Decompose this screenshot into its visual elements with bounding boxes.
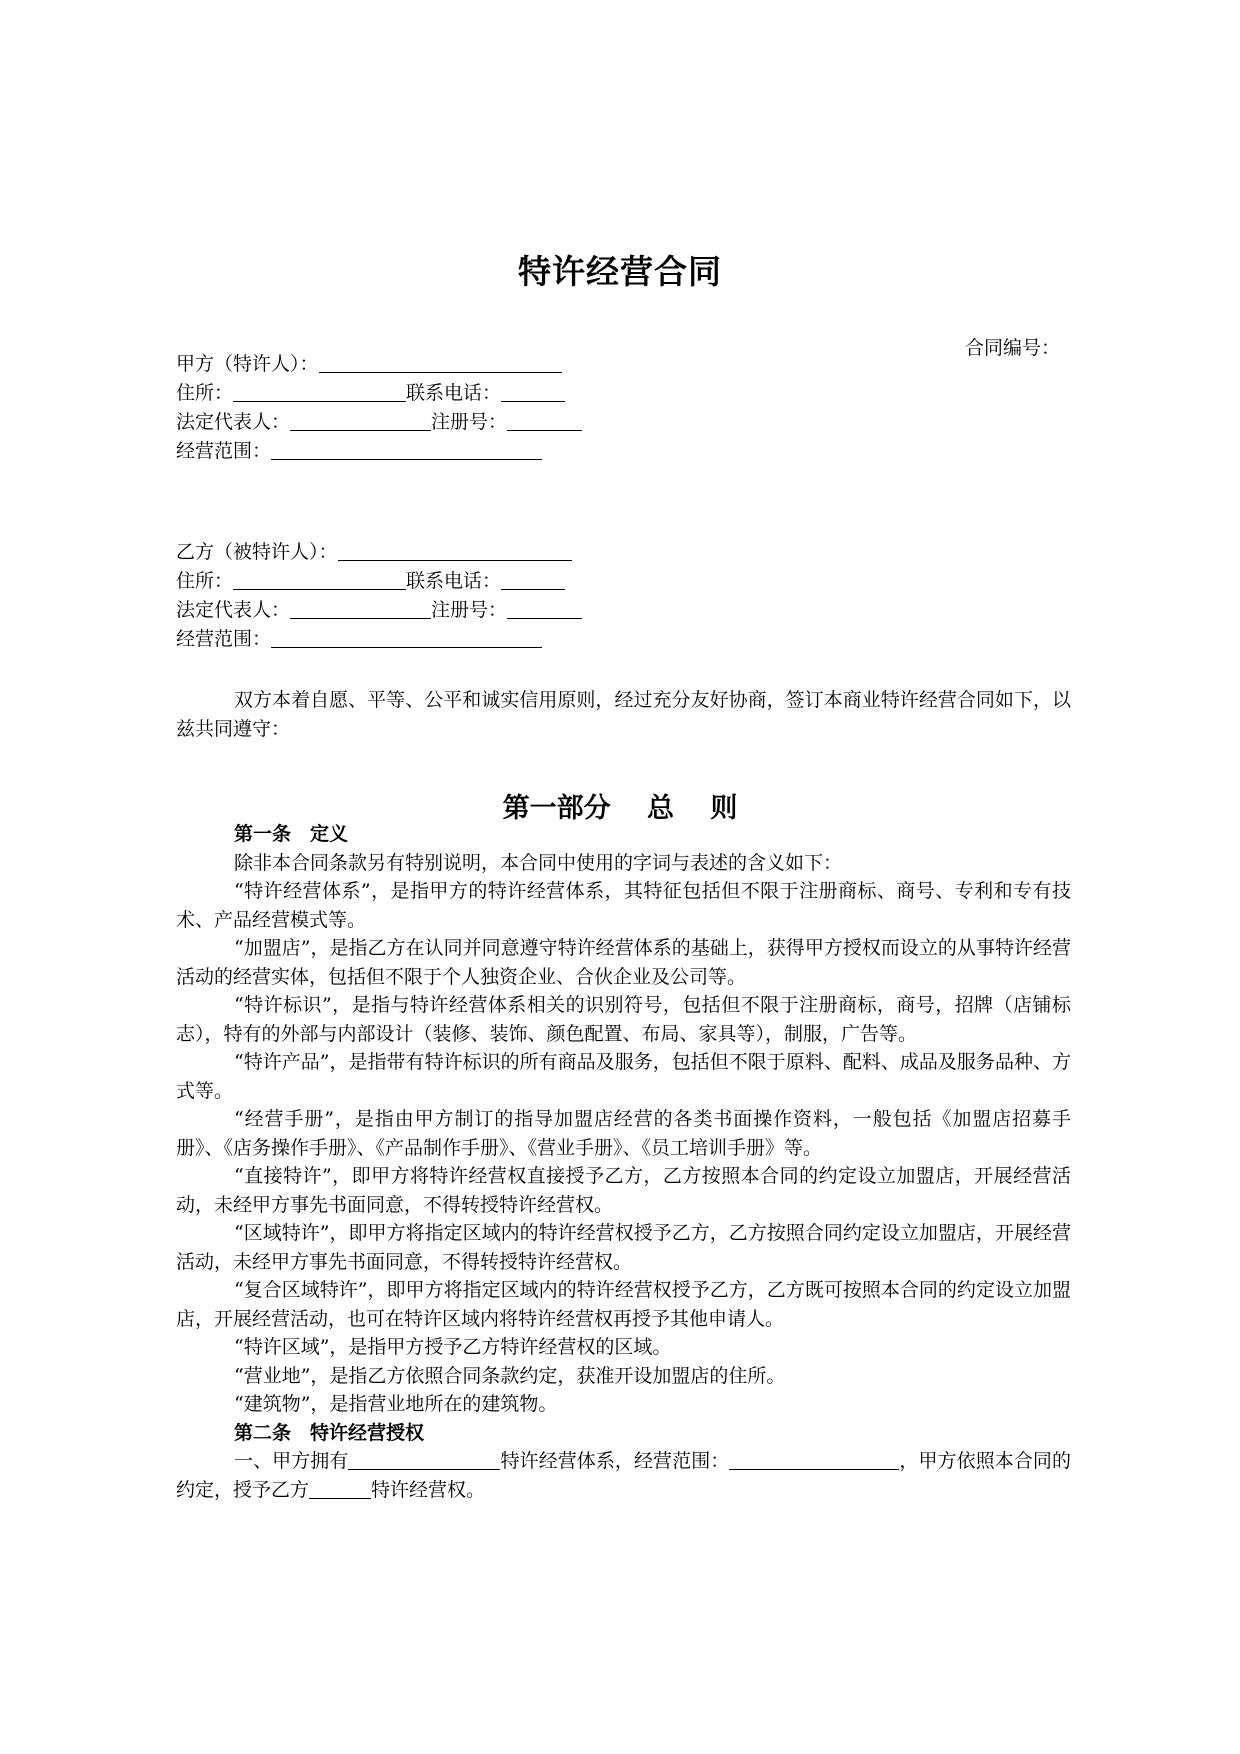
franchisor-name-field[interactable] — [348, 1449, 500, 1470]
preamble-text: 双方本着自愿、平等、公平和诚实信用原则，经过充分友好协商，签订本商业特许经营合同如下，以兹共同遵守： — [176, 689, 1071, 740]
party-b-reg-field[interactable] — [507, 598, 582, 619]
party-a-rep-line — [176, 408, 582, 437]
party-a-name-label: 甲方（特许人）： — [176, 353, 319, 375]
party-a-rep-label: 法定代表人： — [176, 411, 291, 433]
definition-franchise-store: “加盟店”，是指乙方在认同并同意遵守特许经营体系的基础上，获得甲方授权而设立的从事特许经营活动的经营实体，包括但不限于个人独资企业、合伙企业及公司等。 — [176, 937, 1071, 988]
party-a-phone-label: 联系电话： — [406, 382, 502, 404]
article-2-heading: 第二条 特许经营授权 — [234, 1421, 425, 1444]
party-b-reg-label: 注册号： — [431, 599, 508, 621]
party-b-address-line — [176, 567, 582, 596]
party-b-scope-field[interactable] — [271, 627, 542, 648]
definition-franchise-product: “特许产品”，是指带有特许标识的所有商品及服务，包括但不限于原料、配料、成品及服务品种、方式等。 — [176, 1051, 1071, 1102]
party-a-block — [176, 350, 582, 466]
definition-operations-manual: “经营手册”，是指由甲方制订的指导加盟店经营的各类书面操作资料，一般包括《加盟店招募手册》、《店务操作手册》、《产品制作手册》、《营业手册》、《员工培训手册》等。 — [176, 1108, 1071, 1159]
party-b-address-field[interactable] — [233, 569, 406, 590]
party-a-rep-field[interactable] — [290, 410, 431, 431]
part-one-body — [176, 820, 1071, 1504]
party-a-scope-field[interactable] — [271, 439, 542, 460]
definition-franchise-area: “特许区域”，是指甲方授予乙方特许经营权的区域。 — [234, 1336, 672, 1358]
definition-franchise-mark: “特许标识”，是指与特许经营体系相关的识别符号，包括但不限于注册商标，商号，招牌（店铺标志），特有的外部与内部设计（装修、装饰、颜色配置、布局、家具等），制服，广告等。 — [176, 994, 1071, 1045]
party-a-scope-line — [176, 437, 582, 466]
party-a-reg-label: 注册号： — [431, 411, 508, 433]
article-1-heading: 第一条 定义 — [234, 823, 349, 845]
party-a-name-line — [176, 350, 582, 379]
definition-business-site: “营业地”，是指乙方依照合同条款约定，获准开设加盟店的住所。 — [234, 1364, 786, 1387]
preamble — [176, 686, 1071, 743]
definition-franchise-system: “特许经营体系”，是指甲方的特许经营体系，其特征包括但不限于注册商标、商号、专利和专有技术、产品经营模式等。 — [176, 880, 1071, 931]
party-a-phone-field[interactable] — [501, 381, 565, 402]
party-b-phone-label: 联系电话： — [406, 570, 502, 592]
party-b-rep-label: 法定代表人： — [176, 599, 291, 621]
definition-area-franchise: “区域特许”，即甲方将指定区域内的特许经营权授予乙方，乙方按照合同约定设立加盟店，开展经营活动，未经甲方事先书面同意，不得转授特许经营权。 — [176, 1222, 1071, 1273]
party-a-address-label: 住所： — [176, 382, 234, 404]
party-b-block — [176, 538, 582, 654]
part-one-title: 第一部分 总 则 — [502, 793, 738, 824]
article-1-intro: 除非本合同条款另有特别说明，本合同中使用的字词与表述的含义如下： — [234, 851, 843, 874]
article-2-text-b: 特许经营体系，经营范围： — [500, 1450, 730, 1472]
article-2-clause-1 — [176, 1447, 1071, 1504]
party-a-scope-label: 经营范围： — [176, 440, 272, 462]
party-a-reg-field[interactable] — [507, 410, 582, 431]
definition-direct-franchise: “直接特许”，即甲方将特许经营权直接授予乙方，乙方按照本合同的约定设立加盟店，开展经营活动，未经甲方事先书面同意，不得转授特许经营权。 — [176, 1165, 1071, 1216]
party-b-name-line — [176, 538, 582, 567]
party-b-scope-label: 经营范围： — [176, 628, 272, 650]
party-b-rep-line — [176, 596, 582, 625]
definition-building: “建筑物”，是指营业地所在的建筑物。 — [234, 1393, 558, 1415]
party-b-scope-line — [176, 625, 582, 654]
party-b-phone-field[interactable] — [501, 569, 565, 590]
contract-number-label: 合同编号： — [965, 337, 1061, 359]
franchise-type-field[interactable] — [309, 1478, 371, 1499]
party-b-rep-field[interactable] — [290, 598, 431, 619]
article-2-text-a: 一、甲方拥有 — [234, 1450, 349, 1472]
article-2-text-d: 特许经营权。 — [371, 1478, 486, 1501]
party-a-address-field[interactable] — [233, 381, 406, 402]
party-a-address-line — [176, 379, 582, 408]
party-b-address-label: 住所： — [176, 570, 234, 592]
article-2-text-c: ，甲方依照本合同的约定，授予乙方 — [176, 1450, 1071, 1501]
party-b-name-field[interactable] — [338, 540, 572, 561]
business-scope-field[interactable] — [729, 1449, 899, 1470]
document-title: 特许经营合同 — [518, 252, 722, 291]
party-b-name-label: 乙方（被特许人）： — [176, 541, 338, 563]
definition-composite-area-franchise: “复合区域特许”，即甲方将指定区域内的特许经营权授予乙方，乙方既可按照本合同的约定设立加盟店，开展经营活动，也可在特许区域内将特许经营权再授予其他申请人。 — [176, 1279, 1071, 1330]
party-a-name-field[interactable] — [319, 352, 562, 373]
